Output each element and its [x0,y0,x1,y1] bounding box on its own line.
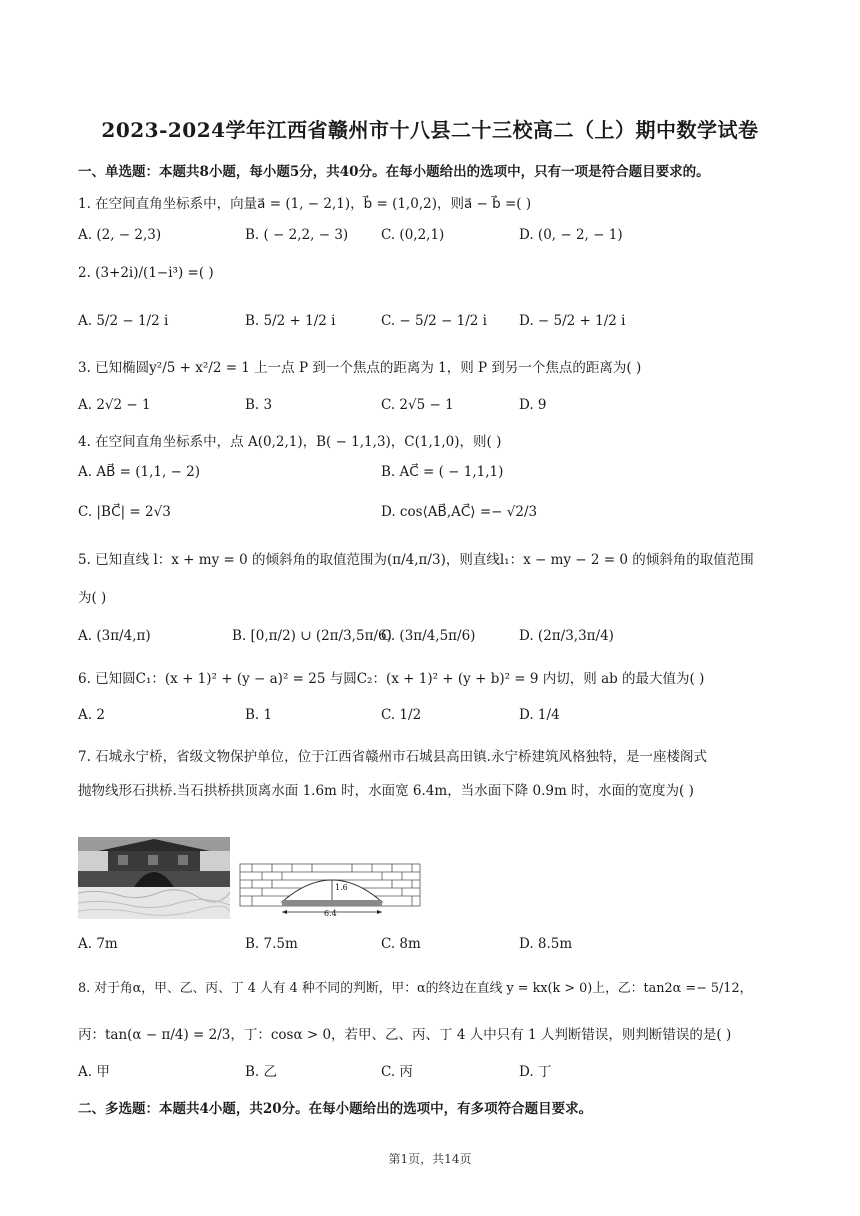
question-5-stem-line-1: 5. 已知直线 l：x + my = 0 的倾斜角的取值范围为(π/4,π/3)，则直线l₁：x − my − 2 = 0 的倾斜角的取值范围 [78,552,754,568]
question-3-option-b: B. 3 [245,397,273,413]
question-3-option-a: A. 2√2 − 1 [78,397,151,413]
question-4-option-c: C. |BC⃗| = 2√3 [78,504,171,520]
question-3-option-c: C. 2√5 − 1 [381,397,454,413]
question-8-option-c: C. 丙 [381,1064,413,1080]
question-5-option-b: B. [0,π/2) ∪ (2π/3,5π/6) [232,628,392,644]
question-8-option-b: B. 乙 [245,1064,278,1080]
page-number-footer: 第1页，共14页 [388,1152,472,1166]
question-2-option-c: C. − 5/2 − 1/2 i [381,313,487,329]
question-7-stem-line-1: 7. 石城永宁桥，省级文物保护单位，位于江西省赣州市石城县高田镇.永宁桥建筑风格独特，是一座楼阁式 [78,749,707,765]
question-2-stem: 2. (3+2i)/(1−i³) =( ) [78,265,214,281]
question-8-option-d: D. 丁 [519,1064,552,1080]
question-7-stem-line-2: 抛物线形石拱桥.当石拱桥拱顶离水面 1.6m 时，水面宽 6.4m，当水面下降 0.9m 时，水面的宽度为( ) [78,783,694,799]
bridge-diagram [238,862,422,918]
question-8-stem-line-2: 丙：tan(α − π/4) = 2/3，丁：cosα > 0，若甲、乙、丙、丁 4 人中只有 1 人判断错误，则判断错误的是( ) [78,1027,732,1043]
diagram-height-label: 1.6 [335,883,348,892]
question-5-option-d: D. (2π/3,3π/4) [519,628,614,644]
question-2-option-b: B. 5/2 + 1/2 i [245,313,336,329]
question-1-stem: 1. 在空间直角坐标系中，向量a⃗ = (1, − 2,1)，b⃗ = (1,0,2)，则a⃗ − b⃗ =( ) [78,196,532,212]
bridge-photo [78,837,230,919]
page-title: 2023-2024学年江西省赣州市十八县二十三校高二（上）期中数学试卷 [101,118,759,142]
question-3-option-d: D. 9 [519,397,547,413]
question-6-option-a: A. 2 [78,707,105,723]
question-1-option-b: B. ( − 2,2, − 3) [245,227,349,243]
question-6-option-c: C. 1/2 [381,707,422,723]
question-2-option-d: D. − 5/2 + 1/2 i [519,313,626,329]
question-3-stem: 3. 已知椭圆y²/5 + x²/2 = 1 上一点 P 到一个焦点的距离为 1，则 P 到另一个焦点的距离为( ) [78,360,642,376]
question-7-option-b: B. 7.5m [245,936,298,952]
section-heading-multi-choice: 二、多选题：本题共4小题，共20分。在每小题给出的选项中，有多项符合题目要求。 [78,1101,593,1117]
question-6-option-d: D. 1/4 [519,707,560,723]
question-4-stem: 4. 在空间直角坐标系中，点 A(0,2,1)，B( − 1,1,3)，C(1,1,0)，则( ) [78,434,502,450]
question-2-option-a: A. 5/2 − 1/2 i [78,313,169,329]
question-5-option-c: C. (3π/4,5π/6) [381,628,476,644]
question-8-stem-line-1: 8. 对于角α，甲、乙、丙、丁 4 人有 4 种不同的判断，甲：α的终边在直线 y = kx(k > 0)上，乙：tan2α =− 5/12， [78,981,753,996]
question-7-option-c: C. 8m [381,936,421,952]
question-6-option-b: B. 1 [245,707,273,723]
question-5-option-a: A. (3π/4,π) [78,628,151,644]
question-8-option-a: A. 甲 [78,1064,110,1080]
question-1-option-c: C. (0,2,1) [381,227,445,243]
question-7-option-d: D. 8.5m [519,936,573,952]
question-7-option-a: A. 7m [78,936,118,952]
question-4-option-a: A. AB⃗ = (1,1, − 2) [78,464,201,480]
question-6-stem: 6. 已知圆C₁：(x + 1)² + (y − a)² = 25 与圆C₂：(x + 1)² + (y + b)² = 9 内切，则 ab 的最大值为( ) [78,671,705,687]
question-1-option-a: A. (2, − 2,3) [78,227,162,243]
question-1-option-d: D. (0, − 2, − 1) [519,227,623,243]
question-5-stem-line-2: 为( ) [78,590,107,606]
question-4-option-d: D. cos⟨AB⃗,AC⃗⟩ =− √2/3 [381,504,538,520]
section-heading-single-choice: 一、单选题：本题共8小题，每小题5分，共40分。在每小题给出的选项中，只有一项是符合题目要求的。 [78,164,710,180]
question-4-option-b: B. AC⃗ = ( − 1,1,1) [381,464,504,480]
diagram-width-label: 6.4 [324,909,337,918]
